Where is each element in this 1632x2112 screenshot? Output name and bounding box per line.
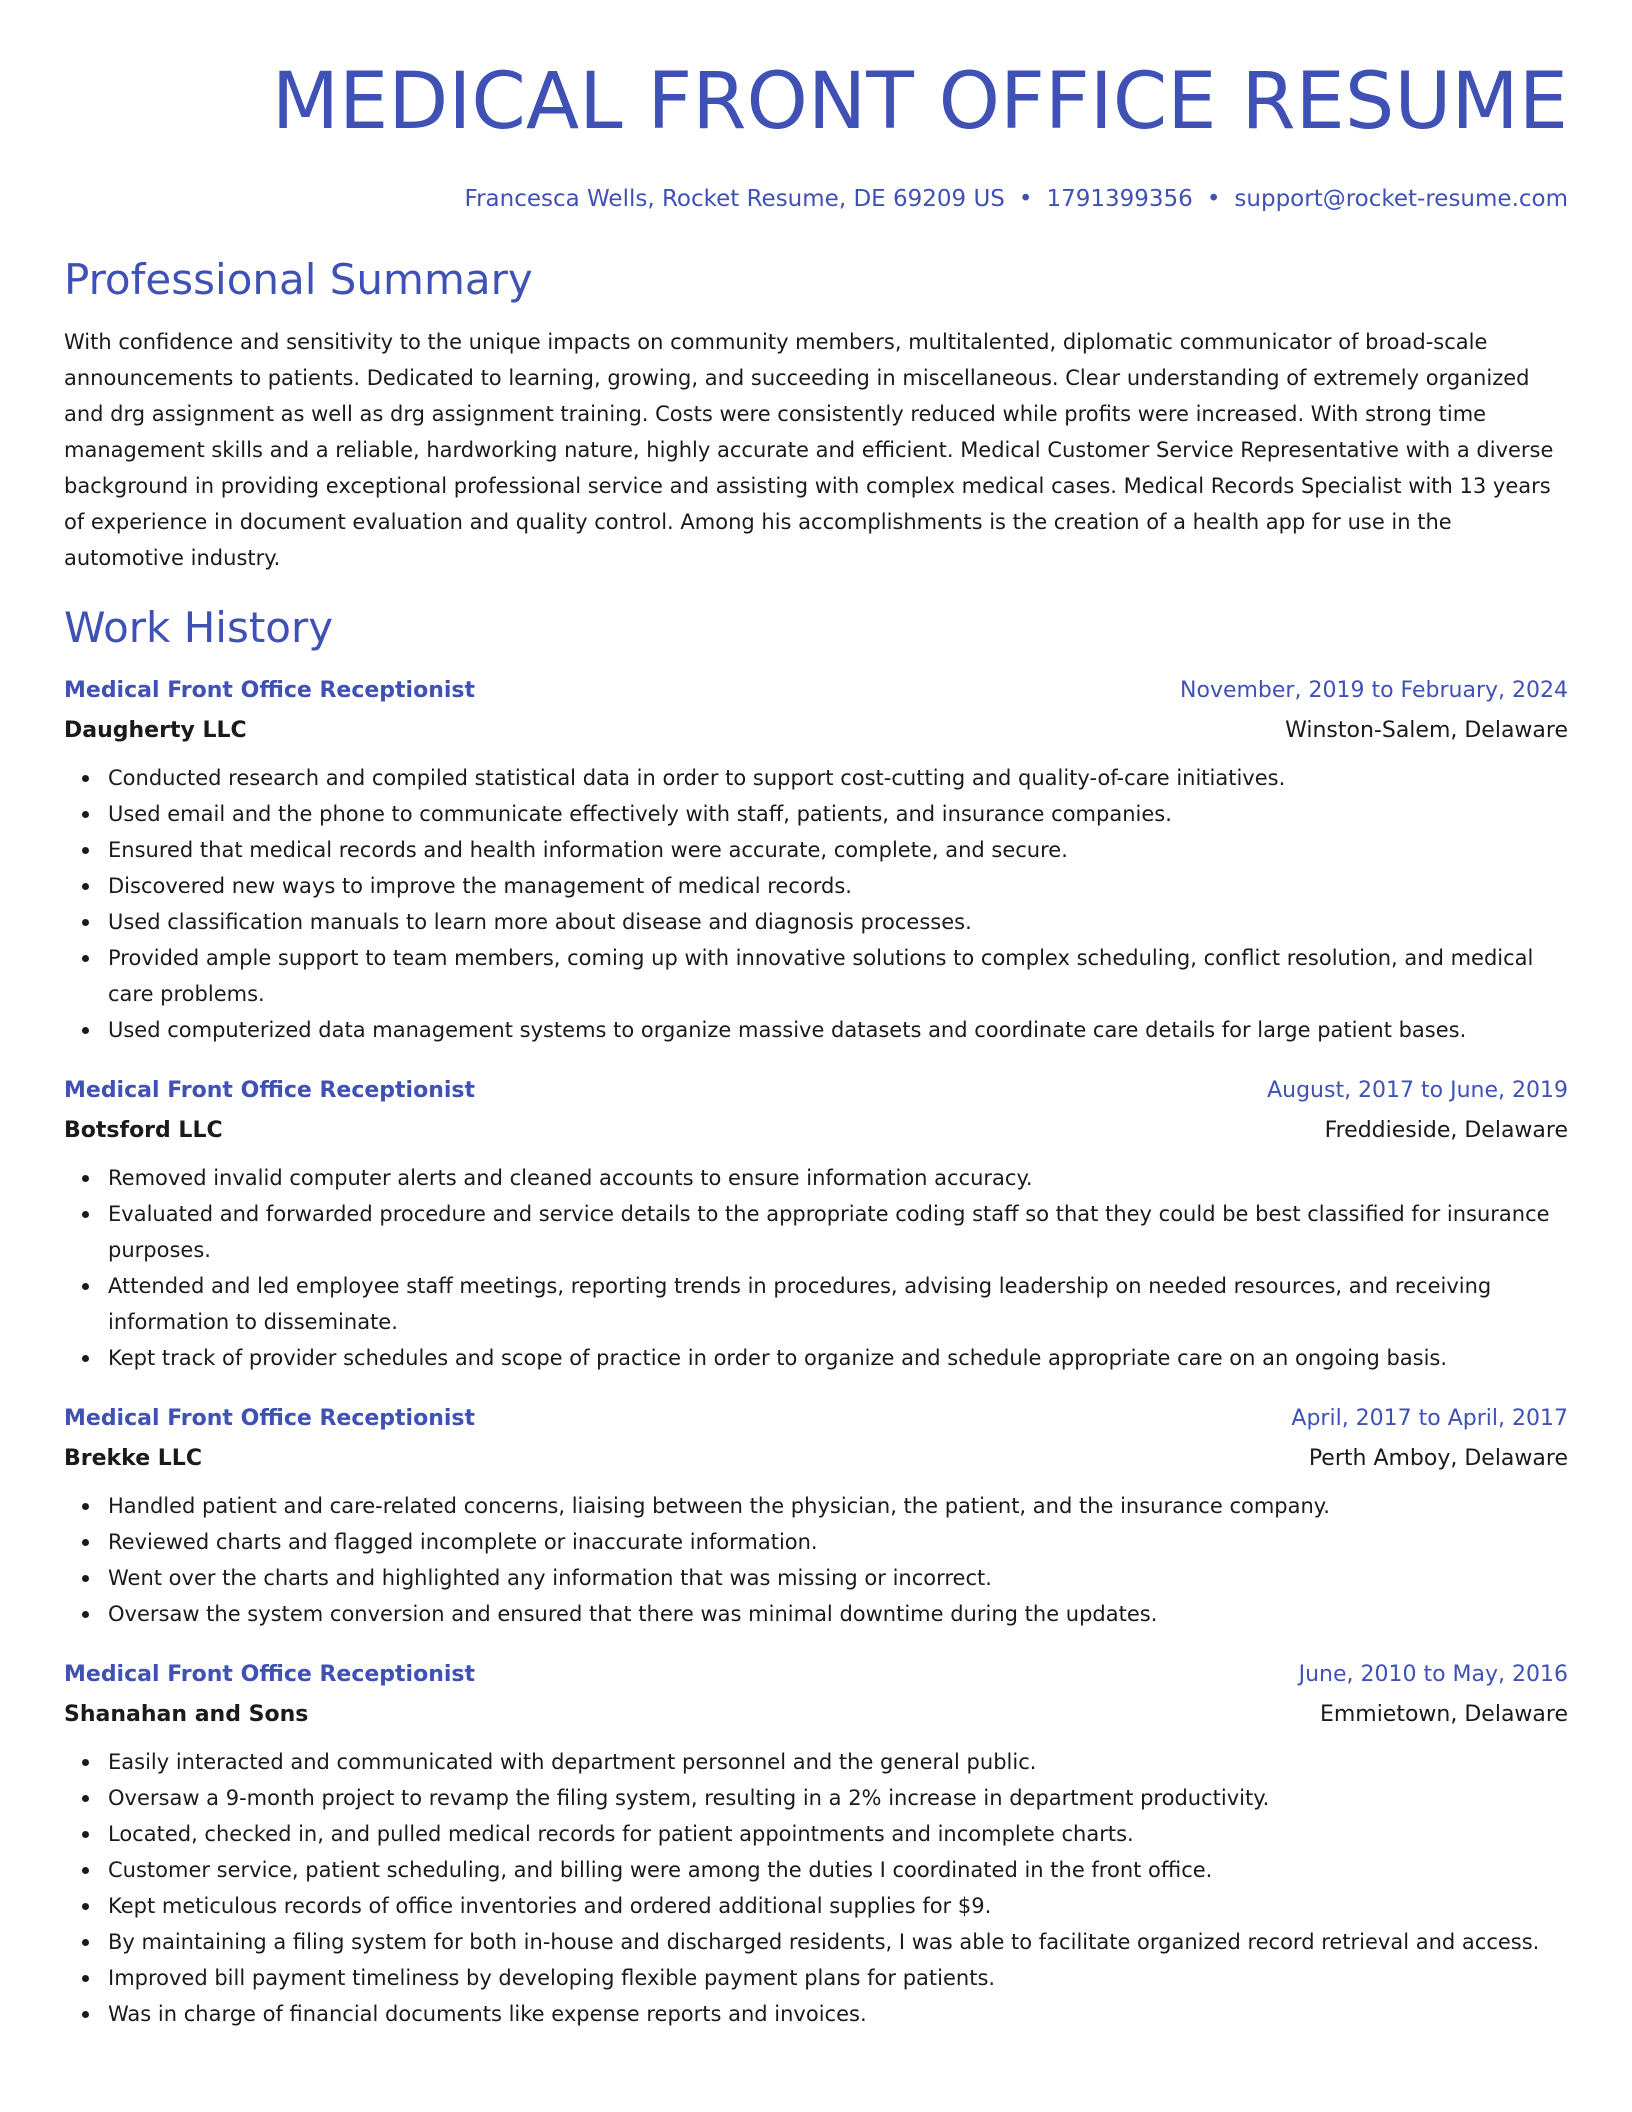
summary-text: With confidence and sensitivity to the unique impacts on community members, multitalented, diplomatic communicator of broad-scale announcements to patients. Dedicated to learning, growing, and succeeding in miscellaneous. Clear understanding of extremely organized and drg assignment as well as drg assignment training. Costs were consistently reduced while profits were increased. With strong time management skills and a reliable, hardworking nature, highly accurate and efficient. Medical Customer Service Representative with a diverse background in providing exceptional professional service and assisting with complex medical cases. Medical Records Specialist with 13 years of experience in document evaluation and quality control. Among his accomplishments is the creation of a health app for use in the automotive industry. <box>64 330 1554 570</box>
bullet-item: Customer service, patient scheduling, and billing were among the duties I coordinated in the front office. <box>108 1852 1568 1888</box>
contact-email: support@rocket-resume.com <box>1234 186 1568 212</box>
bullet-item: Used classification manuals to learn more about disease and diagnosis processes. <box>108 904 1568 940</box>
job-entry <box>64 1076 1568 1376</box>
bullet-item: Oversaw a 9-month project to revamp the filing system, resulting in a 2% increase in department productivity. <box>108 1780 1568 1816</box>
job-title: Medical Front Office Receptionist <box>64 1662 476 1687</box>
job-company: Shanahan and Sons <box>64 1702 309 1727</box>
job-company: Brekke LLC <box>64 1446 202 1471</box>
job-bullets <box>64 1744 1568 2032</box>
bullet-item: Provided ample support to team members, coming up with innovative solutions to complex scheduling, conflict resolution, and medical care problems. <box>108 940 1568 1012</box>
bullet-item: Used email and the phone to communicate effectively with staff, patients, and insurance companies. <box>108 796 1568 832</box>
job-header-row <box>64 1076 1568 1106</box>
job-location: Winston-Salem, Delaware <box>1285 718 1568 743</box>
bullet-item: Was in charge of financial documents like expense reports and invoices. <box>108 1996 1568 2032</box>
contact-separator: • <box>1206 186 1221 212</box>
job-bullets <box>64 1488 1568 1632</box>
bullet-item: Attended and led employee staff meetings, reporting trends in procedures, advising leadership on needed resources, and receiving information to disseminate. <box>108 1268 1568 1340</box>
job-header-row <box>64 676 1568 706</box>
job-header-row <box>64 1404 1568 1434</box>
job-title: Medical Front Office Receptionist <box>64 1406 476 1431</box>
job-bullets <box>64 1160 1568 1376</box>
bullet-item: Ensured that medical records and health information were accurate, complete, and secure. <box>108 832 1568 868</box>
contact-line <box>64 184 1568 214</box>
job-entry <box>64 1404 1568 1632</box>
bullet-item: Handled patient and care-related concerns, liaising between the physician, the patient, and the insurance company. <box>108 1488 1568 1524</box>
job-dates: November, 2019 to February, 2024 <box>1180 678 1568 703</box>
contact-phone: 1791399356 <box>1046 186 1193 212</box>
bullet-item: Improved bill payment timeliness by developing flexible payment plans for patients. <box>108 1960 1568 1996</box>
bullet-item: Reviewed charts and flagged incomplete or inaccurate information. <box>108 1524 1568 1560</box>
job-dates: August, 2017 to June, 2019 <box>1267 1078 1568 1103</box>
contact-separator: • <box>1018 186 1033 212</box>
bullet-item: Located, checked in, and pulled medical records for patient appointments and incomplete charts. <box>108 1816 1568 1852</box>
work-history-heading: Work History <box>64 603 334 652</box>
bullet-item: By maintaining a filing system for both in-house and discharged residents, I was able to facilitate organized record retrieval and access. <box>108 1924 1568 1960</box>
job-bullets <box>64 760 1568 1048</box>
bullet-item: Went over the charts and highlighted any information that was missing or incorrect. <box>108 1560 1568 1596</box>
resume-title: MEDICAL FRONT OFFICE RESUME <box>271 57 1568 147</box>
job-company-row <box>64 1690 1568 1730</box>
job-location: Freddieside, Delaware <box>1324 1118 1568 1143</box>
job-company-row <box>64 1434 1568 1474</box>
bullet-item: Kept track of provider schedules and scope of practice in order to organize and schedule appropriate care on an ongoing basis. <box>108 1340 1568 1376</box>
bullet-item: Evaluated and forwarded procedure and service details to the appropriate coding staff so that they could be best classified for insurance purposes. <box>108 1196 1568 1268</box>
job-company: Daugherty LLC <box>64 718 247 743</box>
bullet-item: Conducted research and compiled statistical data in order to support cost-cutting and quality-of-care initiatives. <box>108 760 1568 796</box>
summary-heading: Professional Summary <box>64 255 533 304</box>
bullet-item: Discovered new ways to improve the management of medical records. <box>108 868 1568 904</box>
job-entry <box>64 1660 1568 2032</box>
bullet-item: Removed invalid computer alerts and cleaned accounts to ensure information accuracy. <box>108 1160 1568 1196</box>
job-dates: June, 2010 to May, 2016 <box>1298 1662 1568 1687</box>
bullet-item: Kept meticulous records of office inventories and ordered additional supplies for $9. <box>108 1888 1568 1924</box>
job-header-row <box>64 1660 1568 1690</box>
bullet-item: Oversaw the system conversion and ensured that there was minimal downtime during the updates. <box>108 1596 1568 1632</box>
job-title: Medical Front Office Receptionist <box>64 1078 476 1103</box>
job-title: Medical Front Office Receptionist <box>64 678 476 703</box>
job-company: Botsford LLC <box>64 1118 223 1143</box>
contact-address: Francesca Wells, Rocket Resume, DE 69209 US <box>464 186 1005 212</box>
job-company-row <box>64 1106 1568 1146</box>
job-location: Emmietown, Delaware <box>1319 1702 1568 1727</box>
job-entry <box>64 676 1568 1048</box>
job-location: Perth Amboy, Delaware <box>1308 1446 1568 1471</box>
bullet-item: Easily interacted and communicated with department personnel and the general public. <box>108 1744 1568 1780</box>
job-company-row <box>64 706 1568 746</box>
job-dates: April, 2017 to April, 2017 <box>1291 1406 1568 1431</box>
bullet-item: Used computerized data management systems to organize massive datasets and coordinate care details for large patient bases. <box>108 1012 1568 1048</box>
